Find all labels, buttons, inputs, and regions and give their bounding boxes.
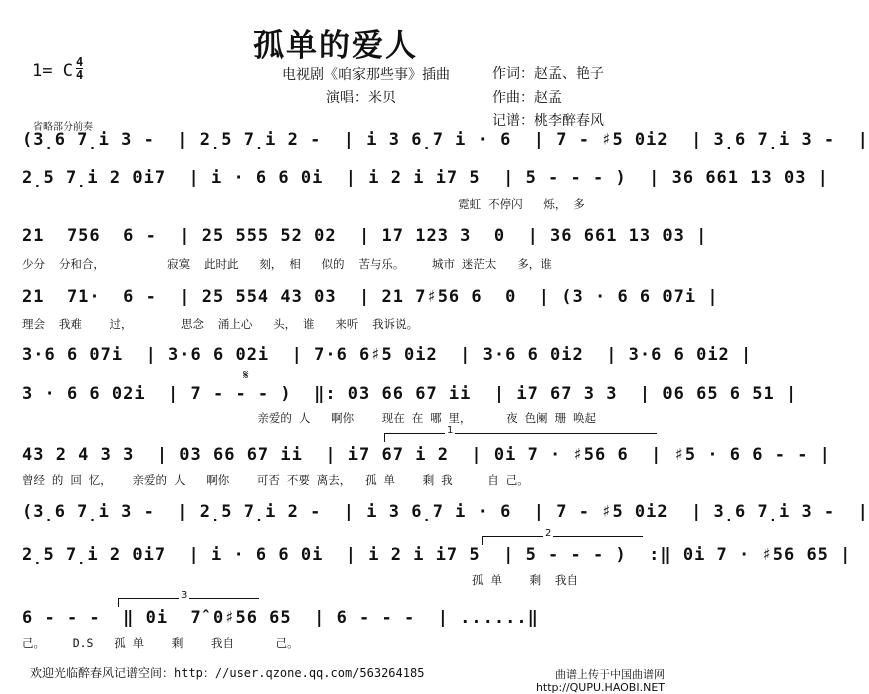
- song-title: 孤单的爱人: [253, 28, 418, 64]
- notation-line: (3̣6 7̣i 3 - | 2̣5 7̣i 2 - | i 3 6̣7 i · 6 | 7 - ♯5 0i2 | 3̣6 7̣i 3 - |: [22, 502, 869, 522]
- notation-line: 2̣5 7̣i 2 0i7 | i · 6 6 0i | i 2 i i7 5 | 5 - - - ) | 36 661 13 03 |: [22, 168, 829, 188]
- notation-line: 2̣5 7̣i 2 0i7 | i · 6 6 0i | i 2 i i7 5 | 5 - - - ) :‖ 0i 7 · ♯56 65 |: [22, 545, 852, 565]
- time-signature: [76, 56, 83, 81]
- meter-bottom: 4: [76, 68, 84, 82]
- volta-first: [384, 425, 657, 442]
- lyric-line: 己。 D.S 孤 单 剩 我自 己。: [22, 636, 299, 650]
- lyric-line: 霓虹 不停闪 烁， 多: [22, 197, 585, 211]
- source-credit: 电视剧《咱家那些事》插曲: [282, 67, 450, 83]
- volta-number: 1: [447, 425, 454, 436]
- notation-line: (3̣6 7̣i 3 - | 2̣5 7̣i 2 - | i 3 6̣7 i · 6 | 7 - ♯5 0i2 | 3̣6 7̣i 3 - |: [22, 130, 869, 150]
- lyric-line: 孤 单 剩 我自: [22, 573, 578, 587]
- meter-top: 4: [76, 55, 84, 69]
- notation-line: 21 71· 6 - | 25 554 43 03 | 21 7♯56 6 0 | (3 · 6 6 07i |: [22, 287, 719, 307]
- volta-number: 2: [545, 528, 552, 539]
- lyric-line: 曾经 的 回 忆， 亲爱的 人 啊你 可否 不要 离去， 孤 单 剩 我 自 己。: [22, 473, 529, 487]
- lyric-line: 少分 分和合， 寂寞 此时此 刻， 相 似的 苦与乐。 城市 迷茫太 多，谁: [22, 257, 552, 271]
- volta-number: 3: [181, 590, 188, 601]
- notation-line: 3 · 6 6 02i | 7 - - - ) ‖: 03 66 67 ii | i7 67 3 3 | 06 65 6 51 |: [22, 384, 798, 404]
- watermark: [536, 668, 665, 694]
- lyricist-credit: 作词：赵孟、艳子: [492, 66, 604, 82]
- singer-credit: 演唱：米贝: [326, 90, 396, 106]
- volta-third: [118, 590, 259, 607]
- segno-sign: 𝄋: [243, 368, 249, 383]
- transcriber-credit: 记谱：桃李醉春风: [492, 113, 604, 129]
- footer-link[interactable]: 欢迎光临醉春风记谱空间：http：//user.qzone.qq.com/563264185: [30, 666, 425, 680]
- notation-line: 6 - - - ‖ 0i 7̂ 0♯56 65 | 6 - - - | ......‖: [22, 608, 539, 628]
- watermark-line1: 曲谱上传于中国曲谱网: [555, 668, 665, 681]
- notation-line: 43 2 4 3 3 | 03 66 67 ii | i7 67 i 2 | 0i 7 · ♯56 6 | ♯5 · 6 6 - - |: [22, 445, 831, 465]
- notation-line: 21 756 6 - | 25 555 52 02 | 17 123 3 0 | 36 661 13 03 |: [22, 226, 708, 246]
- intro-note: 省略部分前奏: [33, 122, 93, 133]
- composer-credit: 作曲：赵孟: [492, 90, 562, 106]
- volta-second: [482, 528, 643, 545]
- watermark-line2: http://QUPU.HAOBI.NET: [535, 681, 665, 694]
- notation-line: 3·6 6 07i | 3·6 6 02i | 7·6 6♯5 0i2 | 3·6 6 0i2 | 3·6 6 0i2 |: [22, 345, 753, 365]
- key-signature: 1= C: [32, 61, 73, 81]
- lyric-line: 理会 我难 过， 思念 涌上心 头， 谁 来听 我诉说。: [22, 317, 419, 331]
- lyric-line: 亲爱的 人 啊你 现在 在 哪 里， 夜 色阑 珊 唤起: [22, 411, 596, 425]
